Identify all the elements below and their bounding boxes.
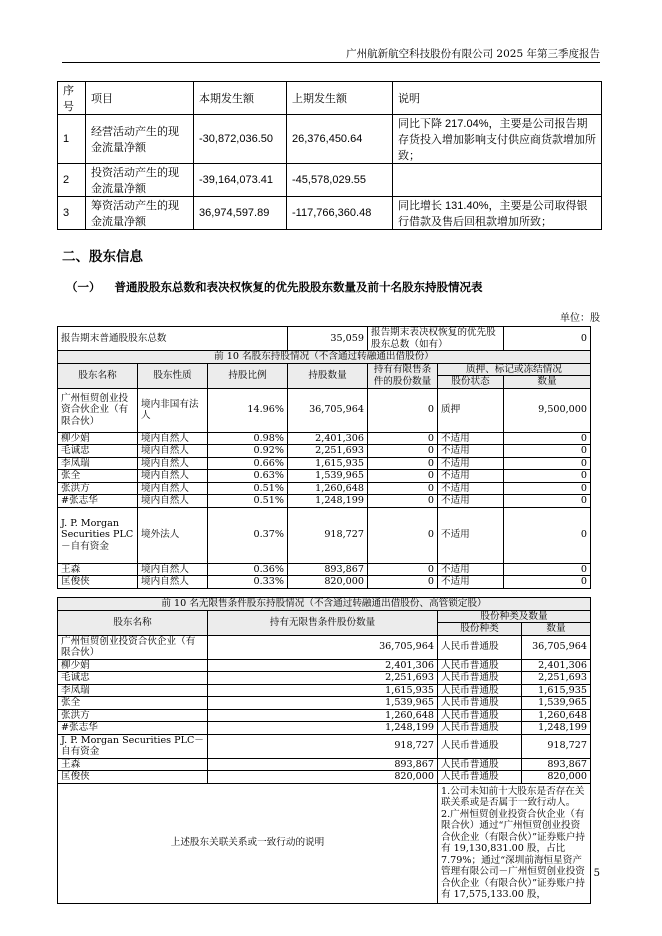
col-header-count: 数量 [504,376,591,389]
holder-shares: 893,867 [288,563,368,576]
holder-unrestricted-shares: 820,000 [208,771,438,784]
share-count: 2,251,693 [522,672,591,685]
row-item: 筹资活动产生的现金流量净额 [86,197,194,230]
holder-unrestricted-shares: 893,867 [208,758,438,771]
col-header-note: 说明 [393,82,602,115]
holder-nature: 境内非国有法人 [138,388,208,432]
row-current: -39,164,073.41 [194,164,287,197]
relation-label: 上述股东关联关系或一致行动的说明 [58,783,438,903]
holder-restricted: 0 [368,457,438,470]
share-count: 918,727 [522,734,591,758]
row-item: 经营活动产生的现金流量净额 [86,115,194,164]
table-row [58,482,591,495]
holder-count: 0 [504,470,591,483]
holder-name: 广州恒贸创业投资合伙企业（有限合伙） [58,388,138,432]
summary-row [58,327,591,351]
holder-count: 0 [504,445,591,458]
table-row [58,672,591,685]
holder-name: 匡俊侠 [58,771,208,784]
holder-name: 王森 [58,563,138,576]
top10-shareholders-table [57,326,591,589]
holder-restricted: 0 [368,432,438,445]
row-no: 1 [58,115,86,164]
holder-nature: 境内自然人 [138,432,208,445]
col-header-unrestricted-shares: 持有无限售条件股份数量 [208,610,438,635]
share-type: 人民币普通股 [438,771,522,784]
holder-status: 质押 [438,388,504,432]
holder-unrestricted-shares: 1,260,648 [208,709,438,722]
holder-shares: 820,000 [288,576,368,589]
holder-count: 0 [504,432,591,445]
share-count: 36,705,964 [522,635,591,659]
row-item: 投资活动产生的现金流量净额 [86,164,194,197]
col-header-name: 股东名称 [58,363,138,388]
table-row [58,709,591,722]
table-row [58,470,591,483]
holder-nature: 境内自然人 [138,470,208,483]
holder-nature: 境内自然人 [138,495,208,508]
holder-count: 0 [504,507,591,563]
holder-count: 9,500,000 [504,388,591,432]
holder-name: 王森 [58,758,208,771]
subsection-title [66,279,483,295]
table-row [58,771,591,784]
top10-title: 前 10 名股东持股情况（不含通过转融通出借股份） [58,351,591,364]
share-type: 人民币普通股 [438,684,522,697]
row-no: 3 [58,197,86,230]
holder-shares: 36,705,964 [288,388,368,432]
holder-nature: 境内自然人 [138,563,208,576]
cashflow-header-row [58,82,602,115]
holder-restricted: 0 [368,507,438,563]
holder-status: 不适用 [438,507,504,563]
holder-nature: 境外法人 [138,507,208,563]
col-header-item: 项目 [86,82,194,115]
share-count: 893,867 [522,758,591,771]
holder-unrestricted-shares: 2,251,693 [208,672,438,685]
holder-name: #张志华 [58,495,138,508]
table-row [58,697,591,710]
col-header-type: 股份种类 [438,623,522,636]
holder-ratio: 0.33% [208,576,288,589]
share-type: 人民币普通股 [438,659,522,672]
holder-count: 0 [504,482,591,495]
holder-unrestricted-shares: 2,401,306 [208,659,438,672]
relation-note [438,783,591,903]
header-divider [62,62,600,63]
share-count: 2,401,306 [522,659,591,672]
col-header-status: 股份状态 [438,376,504,389]
unrestricted-title: 前 10 名无限售条件股东持股情况（不含通过转融通出借股份、高管锁定股） [58,598,591,611]
table-row [58,635,591,659]
row-current: 36,974,597.89 [194,197,287,230]
table-row [58,507,591,563]
holder-status: 不适用 [438,470,504,483]
table-row [58,445,591,458]
holder-ratio: 0.63% [208,470,288,483]
row-note: 同比下降 217.04%，主要是公司报告期存货投入增加影响支付供应商货款增加所致； [393,115,602,164]
preferred-holders-value: 0 [504,327,591,351]
share-count: 820,000 [522,771,591,784]
total-holders-label: 报告期末普通股股东总数 [58,327,288,351]
subsection-text: 普通股股东总数和表决权恢复的优先股股东数量及前十名股东持股情况表 [114,280,483,294]
holder-name: 柳少娟 [58,432,138,445]
table-row [58,659,591,672]
col-header-restricted: 持有有限售条件的股份数量 [368,363,438,388]
table-row [58,495,591,508]
holder-ratio: 0.37% [208,507,288,563]
holder-restricted: 0 [368,445,438,458]
holder-shares: 1,539,965 [288,470,368,483]
col-header-ratio: 持股比例 [208,363,288,388]
holder-count: 0 [504,457,591,470]
holder-name: 柳少娟 [58,659,208,672]
table-row [58,722,591,735]
holder-unrestricted-shares: 918,727 [208,734,438,758]
page-header-title: 广州航新航空科技股份有限公司 2025 年第三季度报告 [346,48,600,60]
holder-count: 0 [504,576,591,589]
table-row [58,576,591,589]
unrestricted-header-row [58,610,591,623]
table-row [58,432,591,445]
holder-status: 不适用 [438,563,504,576]
holder-restricted: 0 [368,576,438,589]
col-header-name: 股东名称 [58,610,208,635]
holder-status: 不适用 [438,482,504,495]
holder-count: 0 [504,563,591,576]
share-count: 1,539,965 [522,697,591,710]
table-row [58,457,591,470]
holder-name: 毛诚忠 [58,672,208,685]
total-holders-value: 35,059 [288,327,368,351]
holder-unrestricted-shares: 1,539,965 [208,697,438,710]
row-current: -30,872,036.50 [194,115,287,164]
holder-name: 张洪方 [58,709,208,722]
holder-name: 李凤瑞 [58,457,138,470]
holder-shares: 1,260,648 [288,482,368,495]
share-type: 人民币普通股 [438,734,522,758]
holder-shares: 1,615,935 [288,457,368,470]
cashflow-table [57,81,602,230]
row-note: 同比增长 131.40%，主要是公司取得银行借款及售后回租款增加所致； [393,197,602,230]
holder-ratio: 0.36% [208,563,288,576]
unit-label: 单位：股 [560,313,600,324]
relation-note-line: 1.公司未知前十大股东是否存在关联关系或是否属于一致行动人。 [441,785,585,808]
row-no: 2 [58,164,86,197]
col-header-previous: 上期发生额 [287,82,393,115]
holder-ratio: 14.96% [208,388,288,432]
col-header-type-group: 股份种类及数量 [438,610,591,623]
table-row [58,758,591,771]
holder-shares: 2,401,306 [288,432,368,445]
table-row [58,388,591,432]
col-header-count: 数量 [522,623,591,636]
holder-restricted: 0 [368,563,438,576]
share-type: 人民币普通股 [438,635,522,659]
share-type: 人民币普通股 [438,758,522,771]
share-type: 人民币普通股 [438,697,522,710]
share-type: 人民币普通股 [438,722,522,735]
holder-shares: 1,248,199 [288,495,368,508]
table-row [58,115,602,164]
holder-ratio: 0.98% [208,432,288,445]
unrestricted-shareholders-table [57,597,591,904]
subsection-number: （一） [66,280,101,294]
row-previous: -117,766,360.48 [287,197,393,230]
holder-restricted: 0 [368,495,438,508]
section-title-shareholders: 二、股东信息 [62,249,143,265]
holder-name: 匡俊侠 [58,576,138,589]
holder-name: #张志华 [58,722,208,735]
relation-row [58,783,591,903]
table-row [58,563,591,576]
holder-status: 不适用 [438,576,504,589]
share-type: 人民币普通股 [438,709,522,722]
table-row [58,164,602,197]
holder-name: 毛诚忠 [58,445,138,458]
holder-name: J. P. Morgan Securities PLC－自有资金 [58,734,208,758]
holder-nature: 境内自然人 [138,576,208,589]
col-header-no: 序号 [58,82,86,115]
share-type: 人民币普通股 [438,672,522,685]
row-previous: 26,376,450.64 [287,115,393,164]
col-header-shares: 持股数量 [288,363,368,388]
holder-count: 0 [504,495,591,508]
holder-name: 张全 [58,470,138,483]
holder-status: 不适用 [438,445,504,458]
table-row [58,734,591,758]
share-count: 1,248,199 [522,722,591,735]
holder-name: 李凤瑞 [58,684,208,697]
col-header-nature: 股东性质 [138,363,208,388]
holder-status: 不适用 [438,457,504,470]
holder-name: 张洪方 [58,482,138,495]
preferred-holders-label: 报告期末表决权恢复的优先股股东总数（如有） [368,327,504,351]
holder-ratio: 0.66% [208,457,288,470]
holder-restricted: 0 [368,388,438,432]
table-row [58,684,591,697]
holder-shares: 918,727 [288,507,368,563]
holder-status: 不适用 [438,495,504,508]
table-row [58,197,602,230]
holder-ratio: 0.51% [208,482,288,495]
holder-name: J. P. Morgan Securities PLC－自有资金 [58,507,138,563]
holder-restricted: 0 [368,482,438,495]
relation-note-line: 2.广州恒贸创业投资合伙企业（有限合伙）通过“广州恒贸创业投资合伙企业（有限合伙）”证券账户持有 19,130,831.00 股，占比 7.79%；通过“深圳前海恒星资产管理有限公司－广州恒贸创业投资合伙企业（有限合伙）”证券账户持有 17,575,133.00 股， [441,808,586,900]
top10-header-row [58,363,591,376]
holder-status: 不适用 [438,432,504,445]
holder-name: 广州恒贸创业投资合伙企业（有限合伙） [58,635,208,659]
col-header-pledge: 质押、标记或冻结情况 [438,363,591,376]
holder-nature: 境内自然人 [138,445,208,458]
holder-shares: 2,251,693 [288,445,368,458]
holder-ratio: 0.92% [208,445,288,458]
holder-name: 张全 [58,697,208,710]
holder-unrestricted-shares: 1,615,935 [208,684,438,697]
row-note [393,164,602,197]
holder-restricted: 0 [368,470,438,483]
row-previous: -45,578,029.55 [287,164,393,197]
col-header-current: 本期发生额 [194,82,287,115]
holder-unrestricted-shares: 1,248,199 [208,722,438,735]
holder-unrestricted-shares: 36,705,964 [208,635,438,659]
holder-nature: 境内自然人 [138,482,208,495]
holder-ratio: 0.51% [208,495,288,508]
share-count: 1,615,935 [522,684,591,697]
page-number: 5 [593,868,600,879]
share-count: 1,260,648 [522,709,591,722]
holder-nature: 境内自然人 [138,457,208,470]
